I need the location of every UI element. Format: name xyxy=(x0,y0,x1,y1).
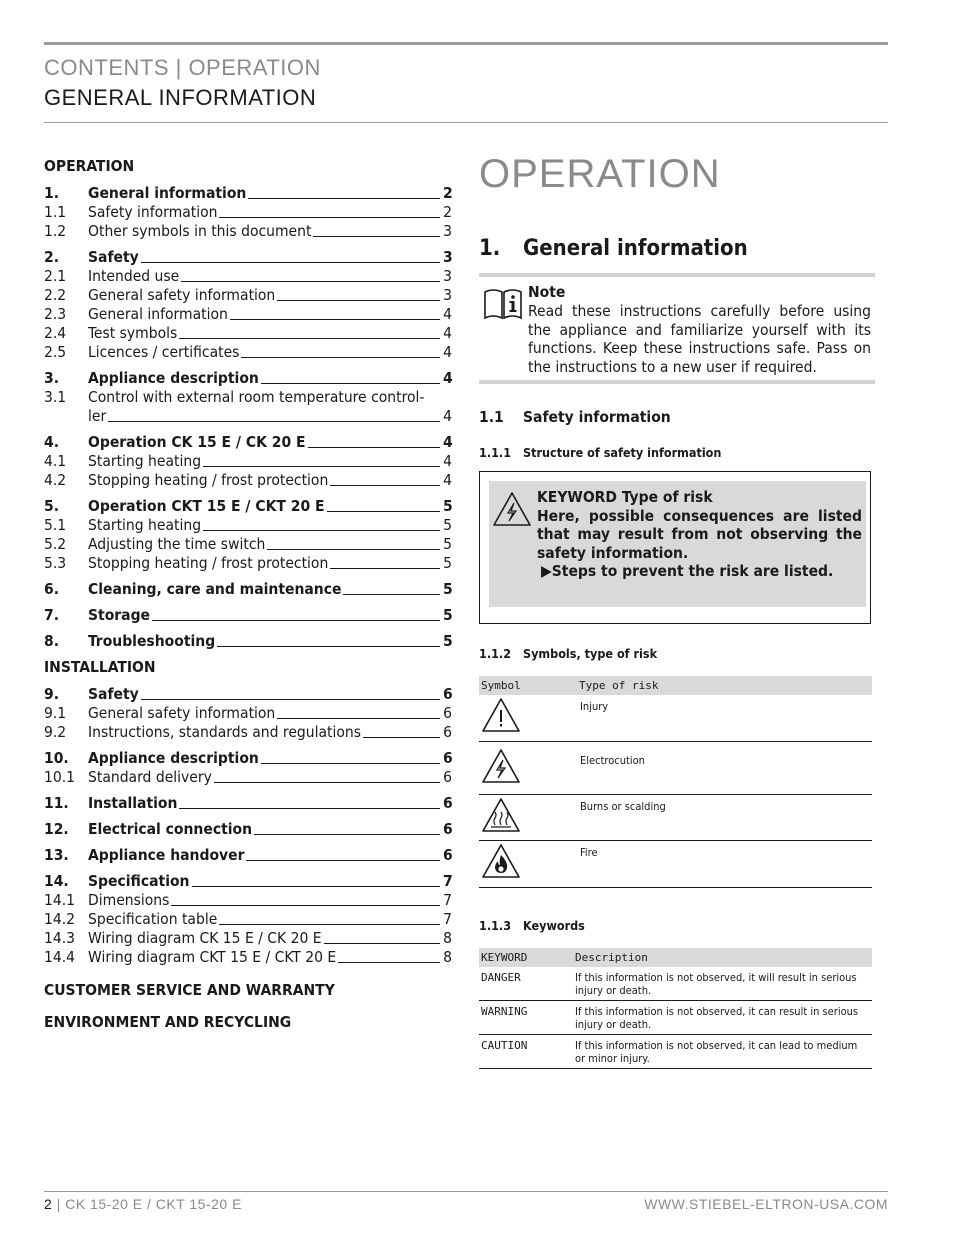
risk-label: Injury xyxy=(577,695,872,742)
toc-entry-title: Wiring diagram CKT 15 E / CKT 20 E xyxy=(88,948,337,966)
header-top-rule xyxy=(44,42,888,45)
toc-entry xyxy=(44,948,452,967)
toc-entry-page: 6 xyxy=(443,723,452,741)
toc-entry-page: 3 xyxy=(443,267,452,285)
toc-entry-page: 4 xyxy=(443,471,452,489)
toc-entry-title: General information xyxy=(88,305,228,323)
toc-entry-number: 10. xyxy=(44,749,69,767)
table-row xyxy=(479,1001,872,1035)
toc-entry-number: 2.5 xyxy=(44,343,67,361)
toc-entry-title: Electrical connection xyxy=(88,820,253,838)
toc-entry-number: 9.1 xyxy=(44,704,67,722)
toc-entry-number: 5.3 xyxy=(44,554,67,572)
toc-entry-page: 4 xyxy=(443,305,452,323)
footer-url: WWW.STIEBEL-ELTRON-USA.COM xyxy=(644,1196,888,1212)
toc-entry-title: Stopping heating / frost protection xyxy=(88,471,329,489)
toc-entry xyxy=(44,872,452,891)
description-cell: If this information is not observed, it can result in serious injury or death. xyxy=(573,1001,872,1035)
toc-entry-page: 8 xyxy=(443,948,452,966)
footer-model: CK 15-20 E / CKT 15-20 E xyxy=(65,1196,242,1212)
toc-entry xyxy=(44,516,452,535)
toc-entry xyxy=(44,723,452,742)
keyword-cell: WARNING xyxy=(479,1001,573,1035)
symbols-col-risk: Type of risk xyxy=(577,676,872,695)
toc-entry-page: 7 xyxy=(443,910,452,928)
toc-entry-title: Cleaning, care and maintenance xyxy=(88,580,342,598)
toc-entry-page: 4 xyxy=(443,407,452,425)
toc-entry-page: 5 xyxy=(443,554,452,572)
toc-entry-title: Licences / certificates xyxy=(88,343,240,361)
toc-entry-number: 14.3 xyxy=(44,929,76,947)
toc-entry-number: 1.2 xyxy=(44,222,67,240)
note-text: Read these instructions carefully before using the appliance and familiarize yourself with its functions. Keep these instructions safe. Pass on the instructions to a new user if required. xyxy=(528,302,871,376)
manual-info-icon xyxy=(483,286,523,322)
risk-label: Electrocution xyxy=(577,742,872,795)
toc-entry xyxy=(44,305,452,324)
keywords-col-keyword: KEYWORD xyxy=(479,948,573,967)
toc-entry-title: Wiring diagram CK 15 E / CK 20 E xyxy=(88,929,322,947)
section-heading-symbols: 1.1.2 Symbols, type of risk xyxy=(479,646,658,661)
table-of-contents xyxy=(44,157,452,1033)
toc-entry xyxy=(44,184,452,203)
electrocution-icon xyxy=(481,748,521,788)
toc-entry-number: 4.2 xyxy=(44,471,67,489)
section-heading-safety-information: 1.1 Safety information xyxy=(479,408,671,426)
toc-entry xyxy=(44,820,452,839)
toc-entry-title: Safety xyxy=(88,685,139,703)
toc-entry-page: 3 xyxy=(443,248,453,266)
toc-entry xyxy=(44,324,452,343)
toc-entry xyxy=(44,632,452,651)
table-row xyxy=(479,795,872,841)
keywords-col-description: Description xyxy=(573,948,872,967)
toc-entry-title: Appliance description xyxy=(88,749,259,767)
toc-entry-title: Operation CKT 15 E / CKT 20 E xyxy=(88,497,325,515)
safety-info-text xyxy=(537,488,862,581)
toc-entry xyxy=(44,222,452,241)
description-cell: If this information is not observed, it can lead to medium or minor injury. xyxy=(573,1035,872,1069)
symbols-table xyxy=(479,676,872,888)
toc-entry xyxy=(44,203,452,222)
footer-left: 2 | CK 15-20 E / CKT 15-20 E xyxy=(44,1196,242,1212)
toc-entry-title: Test symbols xyxy=(88,324,178,342)
header-bottom-rule xyxy=(44,122,888,123)
toc-entry-number: 5.2 xyxy=(44,535,67,553)
toc-entry-title: Operation CK 15 E / CK 20 E xyxy=(88,433,306,451)
fire-icon xyxy=(481,843,521,883)
description-cell: If this information is not observed, it will result in serious injury or death. xyxy=(573,967,872,1001)
toc-entry-title: Safety information xyxy=(88,203,218,221)
toc-entry-title: Safety xyxy=(88,248,139,266)
toc-entry-title: Control with external room temperature control- xyxy=(88,388,425,406)
toc-entry-title: Starting heating xyxy=(88,452,202,470)
keyword-cell: DANGER xyxy=(479,967,573,1001)
safety-step: ▶Steps to prevent the risk are listed. xyxy=(541,562,834,581)
toc-entry xyxy=(44,749,452,768)
toc-entry-page: 5 xyxy=(443,497,453,515)
footer-rule xyxy=(44,1191,888,1192)
section-heading-keywords: 1.1.3 Keywords xyxy=(479,918,585,933)
toc-entry xyxy=(44,891,452,910)
toc-entry-number: 14.1 xyxy=(44,891,76,909)
toc-entry-page: 5 xyxy=(443,516,452,534)
toc-entry-page: 6 xyxy=(443,820,453,838)
toc-entry-number: 6. xyxy=(44,580,60,598)
toc-entry-page: 6 xyxy=(443,794,453,812)
risk-label: Burns or scalding xyxy=(577,795,872,841)
toc-entry-number: 3. xyxy=(44,369,60,387)
toc-entry-number: 9.2 xyxy=(44,723,67,741)
toc-entry xyxy=(44,452,452,471)
toc-entry-page: 2 xyxy=(443,203,452,221)
toc-entry-number: 4. xyxy=(44,433,60,451)
toc-entry-number: 2. xyxy=(44,248,60,266)
toc-entry-title: Dimensions xyxy=(88,891,170,909)
toc-entry xyxy=(44,929,452,948)
toc-entry xyxy=(44,248,452,267)
toc-entry-title: General safety information xyxy=(88,286,276,304)
toc-entry-number: 14.2 xyxy=(44,910,76,928)
warning-icon xyxy=(481,697,521,735)
toc-entry-page: 6 xyxy=(443,749,453,767)
toc-entry-page: 5 xyxy=(443,632,453,650)
toc-entry-number: 5. xyxy=(44,497,60,515)
toc-entry-number: 3.1 xyxy=(44,388,67,406)
toc-heading-operation: OPERATION xyxy=(44,157,135,175)
symbols-col-symbol: Symbol xyxy=(479,676,577,695)
toc-entry-number: 2.1 xyxy=(44,267,67,285)
toc-entry-title: Intended use xyxy=(88,267,180,285)
toc-entry-page: 7 xyxy=(443,872,453,890)
risk-label: Fire xyxy=(577,841,872,888)
section-heading-structure: 1.1.1 Structure of safety information xyxy=(479,445,722,460)
toc-entry xyxy=(44,433,452,452)
electrocution-icon xyxy=(492,491,532,527)
toc-entry xyxy=(44,580,452,599)
note-heading: Note xyxy=(528,283,566,301)
table-row xyxy=(479,967,872,1001)
toc-entry-number: 2.4 xyxy=(44,324,67,342)
toc-entry-number: 2.3 xyxy=(44,305,67,323)
toc-entry-title: Appliance description xyxy=(88,369,259,387)
toc-entry-number: 11. xyxy=(44,794,69,812)
toc-entry-page: 8 xyxy=(443,929,452,947)
toc-entry xyxy=(44,685,452,704)
note-bottom-bar xyxy=(479,380,875,384)
toc-entry-page: 5 xyxy=(443,535,452,553)
toc-entry-number: 9. xyxy=(44,685,60,703)
toc-entry-title-cont: ler xyxy=(88,407,107,425)
toc-entry-title: Other symbols in this document xyxy=(88,222,312,240)
page-title: OPERATION xyxy=(479,152,721,196)
toc-entry xyxy=(44,471,452,490)
toc-entry-page: 4 xyxy=(443,452,452,470)
toc-entry-page: 3 xyxy=(443,222,452,240)
toc-entry-title: Installation xyxy=(88,794,178,812)
note-top-bar xyxy=(479,273,875,277)
toc-entry-page: 3 xyxy=(443,286,452,304)
safety-keyword: KEYWORD Type of risk xyxy=(537,488,713,506)
toc-entry xyxy=(44,267,452,286)
toc-entry-page: 4 xyxy=(443,369,453,387)
toc-entry xyxy=(44,846,452,865)
toc-heading-customer-service: CUSTOMER SERVICE AND WARRANTY xyxy=(44,981,335,999)
toc-entry-page: 6 xyxy=(443,846,453,864)
toc-entry-number: 10.1 xyxy=(44,768,76,786)
toc-entry-page: 6 xyxy=(443,768,452,786)
toc-entry-page: 4 xyxy=(443,324,452,342)
keywords-table xyxy=(479,948,872,1069)
safety-consequences: Here, possible consequences are listed that may result from not observing the safety information. xyxy=(537,506,862,562)
keyword-cell: CAUTION xyxy=(479,1035,573,1069)
header-title: GENERAL INFORMATION xyxy=(44,85,317,110)
toc-entry xyxy=(44,910,452,929)
toc-entry-number: 7. xyxy=(44,606,60,624)
table-row xyxy=(479,742,872,795)
toc-entry-title: Troubleshooting xyxy=(88,632,216,650)
toc-entry-page: 5 xyxy=(443,580,453,598)
toc-entry xyxy=(44,704,452,723)
toc-heading-installation: INSTALLATION xyxy=(44,658,156,676)
toc-entry xyxy=(44,286,452,305)
toc-entry xyxy=(44,554,452,573)
toc-entry xyxy=(44,535,452,554)
toc-entry-number: 13. xyxy=(44,846,69,864)
toc-entry-title: Stopping heating / frost protection xyxy=(88,554,329,572)
toc-entry-number: 2.2 xyxy=(44,286,67,304)
toc-entry xyxy=(44,606,452,625)
toc-entry-page: 2 xyxy=(443,184,453,202)
toc-entry xyxy=(44,794,452,813)
toc-entry-title: Appliance handover xyxy=(88,846,245,864)
toc-entry-title: General safety information xyxy=(88,704,276,722)
page-number: 2 xyxy=(44,1196,53,1212)
toc-entry-number: 1.1 xyxy=(44,203,67,221)
table-row xyxy=(479,695,872,742)
toc-entry-title: Specification xyxy=(88,872,190,890)
toc-entry-title: Adjusting the time switch xyxy=(88,535,266,553)
toc-entry xyxy=(44,369,452,388)
toc-entry-number: 14.4 xyxy=(44,948,76,966)
toc-entry xyxy=(44,497,452,516)
arrow-icon: ▶ xyxy=(541,562,552,581)
toc-entry-page: 6 xyxy=(443,704,452,722)
toc-entry-page: 7 xyxy=(443,891,452,909)
toc-entry-number: 4.1 xyxy=(44,452,67,470)
toc-entry-title: Instructions, standards and regulations xyxy=(88,723,361,741)
table-row xyxy=(479,841,872,888)
toc-entry xyxy=(44,343,452,362)
toc-entry-number: 8. xyxy=(44,632,60,650)
toc-entry xyxy=(44,768,452,787)
toc-heading-environment: ENVIRONMENT AND RECYCLING xyxy=(44,1013,292,1031)
table-row xyxy=(479,1035,872,1069)
toc-entry-number: 5.1 xyxy=(44,516,67,534)
toc-entry-number: 12. xyxy=(44,820,69,838)
toc-entry-title: Specification table xyxy=(88,910,218,928)
toc-entry xyxy=(44,388,452,426)
toc-entry-page: 4 xyxy=(443,433,453,451)
toc-entry-number: 14. xyxy=(44,872,69,890)
burns-icon xyxy=(481,797,521,837)
header-breadcrumb: CONTENTS | OPERATION xyxy=(44,55,321,80)
toc-entry-page: 5 xyxy=(443,606,453,624)
toc-entry-title: General information xyxy=(88,184,247,202)
section-heading-general-information: 1. General information xyxy=(479,236,748,261)
toc-entry-page: 6 xyxy=(443,685,453,703)
toc-entry-number: 1. xyxy=(44,184,60,202)
toc-entry-title: Starting heating xyxy=(88,516,202,534)
toc-entry-title: Storage xyxy=(88,606,151,624)
toc-entry-page: 4 xyxy=(443,343,452,361)
toc-entry-title: Standard delivery xyxy=(88,768,212,786)
